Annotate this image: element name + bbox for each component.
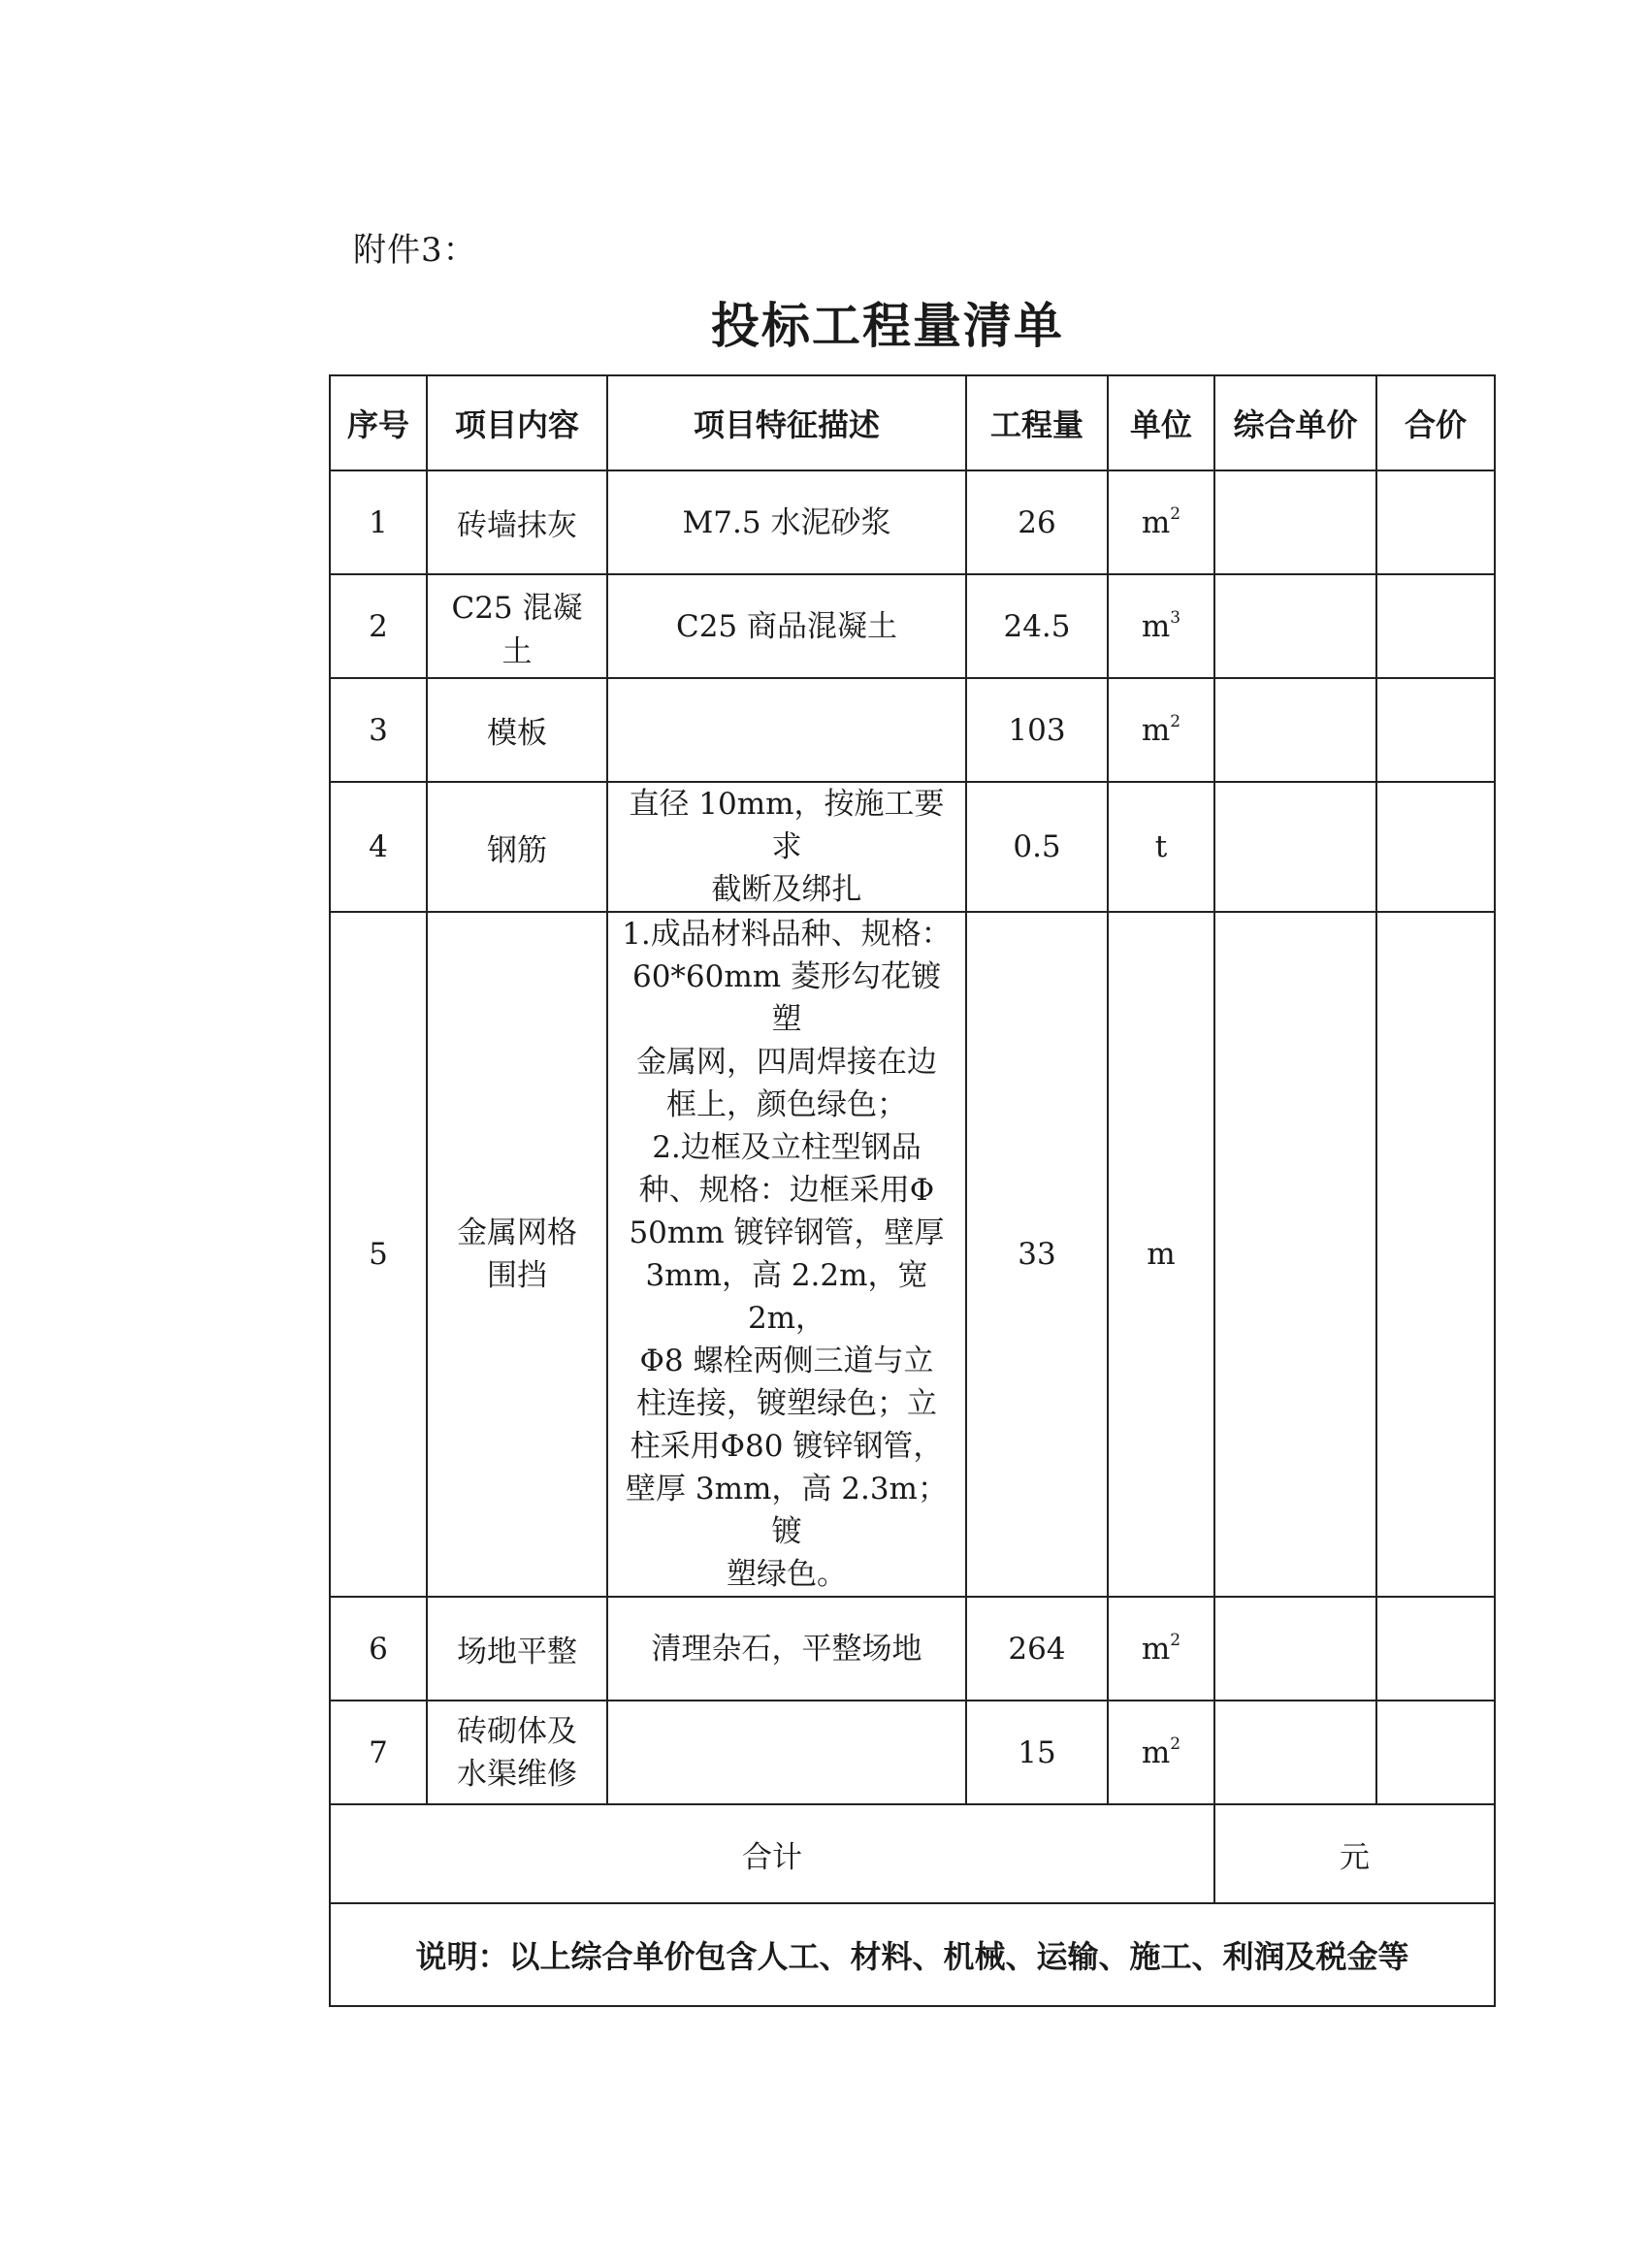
- row-qty: 0.5: [966, 782, 1108, 912]
- row-unit: [1108, 1701, 1214, 1804]
- total-value: 元: [1214, 1804, 1495, 1903]
- row-unit: [1108, 678, 1214, 782]
- row-item: 模板: [427, 678, 607, 782]
- row-total-price: [1376, 1597, 1495, 1701]
- total-row: [330, 1804, 1495, 1903]
- row-desc-line: 50mm 镀锌钢管，壁厚: [629, 1215, 945, 1250]
- unit-exponent: 2: [1170, 1631, 1181, 1650]
- row-desc-line: 2.边框及立柱型钢品: [652, 1130, 922, 1165]
- table-row: [330, 782, 1495, 912]
- row-item: [427, 912, 607, 1597]
- row-total-price: [1376, 678, 1495, 782]
- row-unit-price: [1214, 912, 1376, 1597]
- row-desc: [607, 678, 966, 782]
- document-title: 投标工程量清单: [711, 297, 1064, 354]
- row-desc-line: 金属网，四周焊接在边: [636, 1045, 937, 1080]
- bill-of-quantities-table: [329, 374, 1496, 2007]
- header-unit-price: 综合单价: [1214, 375, 1376, 470]
- table-row: [330, 1597, 1495, 1701]
- unit-symbol: m: [1147, 1237, 1176, 1272]
- row-desc-line: 框上，颜色绿色；: [666, 1087, 907, 1122]
- unit-exponent: 2: [1170, 504, 1181, 524]
- unit-symbol: m: [1141, 1735, 1171, 1770]
- row-item: [427, 1701, 607, 1804]
- row-unit-price: [1214, 782, 1376, 912]
- header-total-price: 合价: [1376, 375, 1495, 470]
- note-text: 说明：以上综合单价包含人工、材料、机械、运输、施工、利润及税金等: [330, 1903, 1495, 2006]
- row-item: 钢筋: [427, 782, 607, 912]
- row-desc-line: 种、规格：边框采用Φ: [638, 1173, 935, 1208]
- row-item-line: 水渠维修: [457, 1756, 577, 1792]
- row-qty: 24.5: [966, 574, 1108, 678]
- row-desc: M7.5 水泥砂浆: [607, 470, 966, 574]
- unit-exponent: 2: [1170, 712, 1181, 731]
- row-desc-line: 截断及绑扎: [711, 872, 862, 907]
- table-row: [330, 678, 1495, 782]
- row-item: 场地平整: [427, 1597, 607, 1701]
- row-unit: [1108, 470, 1214, 574]
- row-desc: [607, 912, 966, 1597]
- row-desc-line: 60*60mm 菱形勾花镀塑: [631, 959, 942, 1037]
- row-no: 2: [330, 574, 427, 678]
- row-no: 6: [330, 1597, 427, 1701]
- row-item: C25 混凝土: [427, 574, 607, 678]
- row-unit: [1108, 782, 1214, 912]
- row-item: 砖墙抹灰: [427, 470, 607, 574]
- row-desc: 清理杂石，平整场地: [607, 1597, 966, 1701]
- row-desc: C25 商品混凝土: [607, 574, 966, 678]
- table-row: [330, 912, 1495, 1597]
- row-total-price: [1376, 1701, 1495, 1804]
- row-desc-line: 柱连接，镀塑绿色；立: [636, 1386, 937, 1421]
- row-no: 1: [330, 470, 427, 574]
- row-desc-line: 3mm，高 2.2m，宽 2m，: [645, 1258, 928, 1336]
- table-row: [330, 470, 1495, 574]
- row-total-price: [1376, 574, 1495, 678]
- row-no: 4: [330, 782, 427, 912]
- row-total-price: [1376, 782, 1495, 912]
- row-unit: [1108, 1597, 1214, 1701]
- row-item-line: 砖砌体及: [457, 1713, 577, 1749]
- row-unit-price: [1214, 470, 1376, 574]
- total-label: 合计: [330, 1804, 1214, 1903]
- unit-symbol: m: [1141, 609, 1171, 644]
- row-item-line: 围挡: [487, 1258, 547, 1293]
- attachment-label: 附件3：: [353, 231, 477, 270]
- row-unit-price: [1214, 574, 1376, 678]
- unit-symbol: m: [1141, 713, 1171, 748]
- header-item: 项目内容: [427, 375, 607, 470]
- row-qty: 26: [966, 470, 1108, 574]
- row-desc: [607, 782, 966, 912]
- row-qty: 103: [966, 678, 1108, 782]
- row-unit-price: [1214, 1701, 1376, 1804]
- header-unit: 单位: [1108, 375, 1214, 470]
- unit-exponent: 3: [1170, 608, 1181, 628]
- table-row: [330, 1701, 1495, 1804]
- header-desc: 项目特征描述: [607, 375, 966, 470]
- row-no: 5: [330, 912, 427, 1597]
- header-qty: 工程量: [966, 375, 1108, 470]
- row-unit-price: [1214, 678, 1376, 782]
- row-qty: 15: [966, 1701, 1108, 1804]
- row-desc-line: 柱采用Φ80 镀锌钢管，: [630, 1429, 944, 1464]
- table-row: [330, 574, 1495, 678]
- header-no: 序号: [330, 375, 427, 470]
- row-unit: [1108, 912, 1214, 1597]
- row-no: 7: [330, 1701, 427, 1804]
- note-row: [330, 1903, 1495, 2006]
- row-total-price: [1376, 912, 1495, 1597]
- unit-symbol: m: [1141, 505, 1171, 540]
- row-desc: [607, 1701, 966, 1804]
- row-desc-line: Φ8 螺栓两侧三道与立: [639, 1344, 934, 1378]
- unit-symbol: m: [1141, 1632, 1171, 1667]
- row-desc-line: 1.成品材料品种、规格：: [622, 917, 952, 952]
- row-unit-price: [1214, 1597, 1376, 1701]
- row-desc-line: 壁厚 3mm，高 2.3m；镀: [626, 1472, 948, 1549]
- row-total-price: [1376, 470, 1495, 574]
- row-unit: [1108, 574, 1214, 678]
- unit-symbol: t: [1154, 829, 1168, 864]
- row-qty: 264: [966, 1597, 1108, 1701]
- row-item-line: 金属网格: [457, 1215, 577, 1250]
- row-desc-line: 直径 10mm，按施工要求: [629, 787, 945, 864]
- row-qty: 33: [966, 912, 1108, 1597]
- header-row: [330, 375, 1495, 470]
- unit-exponent: 2: [1170, 1734, 1181, 1754]
- row-desc-line: 塑绿色。: [727, 1557, 847, 1592]
- row-no: 3: [330, 678, 427, 782]
